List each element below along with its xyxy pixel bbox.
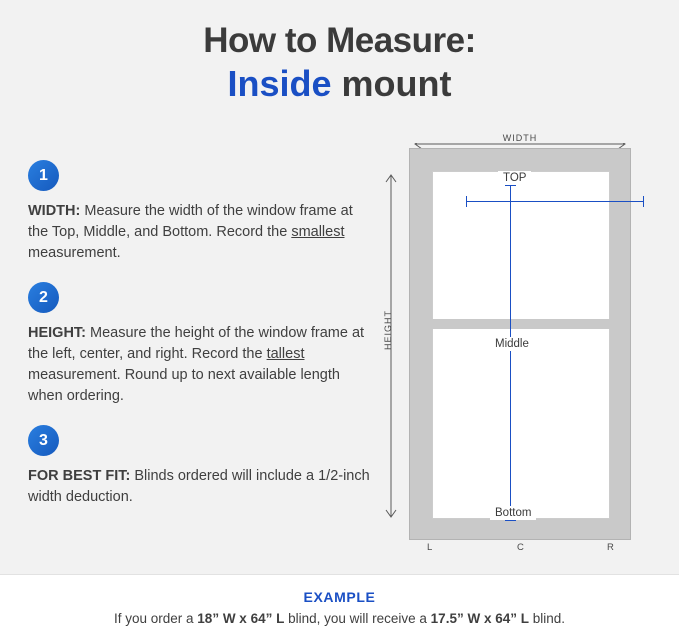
height-dimension-label: HEIGHT — [383, 310, 393, 351]
label-middle: Middle — [490, 337, 534, 351]
step-2-text-after: measurement. Round up to next available length when ordering. — [28, 367, 340, 405]
example-received-size: 17.5” W x 64” L — [430, 611, 529, 626]
step-2-text-before: Measure the height of the window frame at the left, center, and right. Record the — [28, 325, 365, 363]
step-2 — [28, 282, 373, 407]
steps-list — [28, 160, 373, 526]
title-inside-word: Inside — [227, 62, 332, 104]
title-mount-word: mount — [331, 62, 452, 104]
step-2-text — [28, 323, 373, 407]
window-sash-divider — [432, 319, 610, 329]
example-footer — [0, 574, 679, 642]
width-measure-tick-right — [643, 196, 644, 207]
step-2-number: 2 — [28, 282, 59, 313]
title-line-2 — [0, 63, 679, 104]
step-1 — [28, 160, 373, 264]
step-1-text — [28, 201, 373, 264]
step-2-underlined: tallest — [266, 346, 305, 363]
letter-right: R — [607, 542, 615, 553]
example-text-part2: blind, you will receive a — [284, 611, 431, 626]
label-top: TOP — [498, 171, 531, 185]
height-measure-tick-top — [505, 185, 516, 186]
example-text-part1: If you order a — [114, 611, 198, 626]
page-title — [0, 22, 679, 104]
step-1-text-before: Measure the width of the window frame at the Top, Middle, and Bottom. Record the — [28, 203, 353, 241]
step-3 — [28, 425, 373, 508]
width-measure-line — [466, 201, 644, 202]
step-3-text — [28, 466, 373, 508]
example-text — [0, 611, 679, 626]
height-measure-tick-bottom — [505, 520, 516, 521]
step-1-underlined: smallest — [291, 224, 345, 241]
example-text-part3: blind. — [528, 611, 565, 626]
step-3-number: 3 — [28, 425, 59, 456]
width-dimension-label: WIDTH — [412, 133, 628, 143]
bottom-measure-letters — [409, 542, 631, 558]
height-measure-line — [510, 185, 511, 521]
letter-center: C — [517, 542, 525, 553]
step-3-text-before: Blinds ordered will include a 1/2-inch width deduction. — [28, 468, 370, 506]
example-order-size: 18” W x 64” L — [197, 611, 285, 626]
width-measure-tick-left — [466, 196, 467, 207]
label-bottom: Bottom — [490, 506, 536, 520]
letter-left: L — [427, 542, 433, 553]
title-line-1: How to Measure: — [203, 21, 476, 60]
window-diagram — [375, 130, 665, 570]
window-frame — [409, 148, 631, 540]
example-title: EXAMPLE — [303, 589, 376, 605]
step-2-label: HEIGHT: — [28, 325, 86, 342]
step-1-number: 1 — [28, 160, 59, 191]
step-3-label: FOR BEST FIT: — [28, 468, 131, 485]
step-1-text-after: measurement. — [28, 245, 121, 262]
step-1-label: WIDTH: — [28, 203, 81, 219]
